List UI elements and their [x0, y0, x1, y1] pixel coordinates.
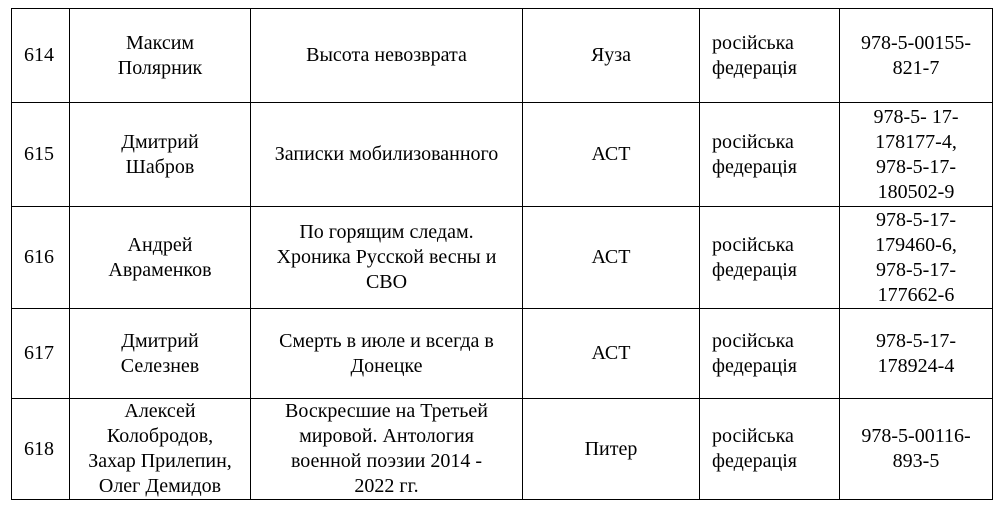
isbn-line: 178177-4, [875, 130, 957, 153]
isbn-cell [840, 309, 993, 399]
country-line: російська [712, 329, 794, 352]
title-cell [251, 207, 523, 309]
title-line: мировой. Антология [299, 425, 474, 447]
author-cell [70, 103, 251, 207]
author-cell [70, 399, 251, 500]
isbn-cell [840, 207, 993, 309]
author-line: Алексей [124, 400, 196, 422]
country-line: російська [712, 425, 794, 447]
title-cell [251, 103, 523, 207]
author-line: Дмитрий [121, 329, 199, 352]
row-number: 616 [12, 207, 70, 309]
author-line: Дмитрий [121, 130, 199, 153]
isbn-line: 821-7 [892, 56, 940, 79]
isbn-cell [840, 103, 993, 207]
country-line: російська [712, 31, 794, 54]
isbn-line: 978-5-00155- [861, 31, 971, 54]
isbn-line: 179460-6, [875, 233, 957, 256]
publisher-cell: АСТ [523, 309, 700, 399]
isbn-line: 978-5-17- [876, 155, 956, 178]
country-line: федерація [712, 258, 797, 281]
isbn-line: 978-5-17- [876, 258, 956, 281]
title-cell [251, 309, 523, 399]
row-number: 618 [12, 399, 70, 500]
isbn-line: 177662-6 [877, 283, 955, 306]
isbn-cell [840, 9, 993, 103]
title-line: Хроника Русской весны и [276, 246, 497, 268]
publisher-cell: АСТ [523, 207, 700, 309]
country-cell [700, 207, 840, 309]
isbn-cell [840, 399, 993, 500]
country-line: федерація [712, 56, 797, 79]
row-number: 617 [12, 309, 70, 399]
title-line: Высота невозврата [306, 44, 467, 66]
row-number: 614 [12, 9, 70, 103]
title-line: СВО [365, 271, 408, 293]
isbn-line: 978-5-00116- [861, 425, 971, 447]
title-line: военной поэзии 2014 - [290, 450, 483, 472]
country-cell [700, 103, 840, 207]
author-cell [70, 309, 251, 399]
author-line: Полярник [117, 56, 203, 79]
author-line: Андрей [127, 233, 193, 256]
title-line: Смерть в июле и всегда в [279, 329, 494, 352]
author-line: Шабров [125, 155, 195, 178]
author-line: Колобродов, [106, 425, 214, 447]
country-cell [700, 9, 840, 103]
row-number: 615 [12, 103, 70, 207]
author-cell [70, 9, 251, 103]
country-line: федерація [712, 450, 797, 472]
author-line: Захар Прилепин, [88, 450, 232, 472]
country-cell [700, 399, 840, 500]
publisher-cell: Яуза [523, 9, 700, 103]
isbn-line: 978-5-17- [876, 329, 956, 352]
author-line: Максим [125, 31, 195, 54]
table-row [12, 399, 993, 500]
title-line: Воскресшие на Третьей [284, 400, 489, 422]
books-table [11, 8, 993, 500]
title-line: Записки мобилизованного [274, 143, 499, 165]
title-line: Донецке [350, 354, 423, 377]
publisher-cell: АСТ [523, 103, 700, 207]
table-row [12, 207, 993, 309]
country-line: російська [712, 233, 794, 256]
books-table-body [12, 9, 993, 500]
isbn-line: 180502-9 [877, 180, 955, 203]
publisher-cell: Питер [523, 399, 700, 500]
title-cell [251, 399, 523, 500]
author-line: Олег Демидов [98, 475, 222, 497]
author-line: Авраменков [108, 258, 212, 281]
title-line: По горящим следам. [299, 221, 474, 243]
isbn-line: 978-5- 17- [873, 105, 959, 128]
author-cell [70, 207, 251, 309]
country-line: федерація [712, 354, 797, 377]
author-line: Селезнев [120, 354, 200, 377]
isbn-line: 978-5-17- [876, 208, 956, 231]
isbn-line: 893-5 [892, 450, 940, 472]
title-line: 2022 гг. [354, 475, 419, 497]
table-row [12, 309, 993, 399]
isbn-line: 178924-4 [877, 354, 955, 377]
title-cell [251, 9, 523, 103]
country-line: російська [712, 130, 794, 153]
country-cell [700, 309, 840, 399]
country-line: федерація [712, 155, 797, 178]
table-row [12, 103, 993, 207]
table-row [12, 9, 993, 103]
